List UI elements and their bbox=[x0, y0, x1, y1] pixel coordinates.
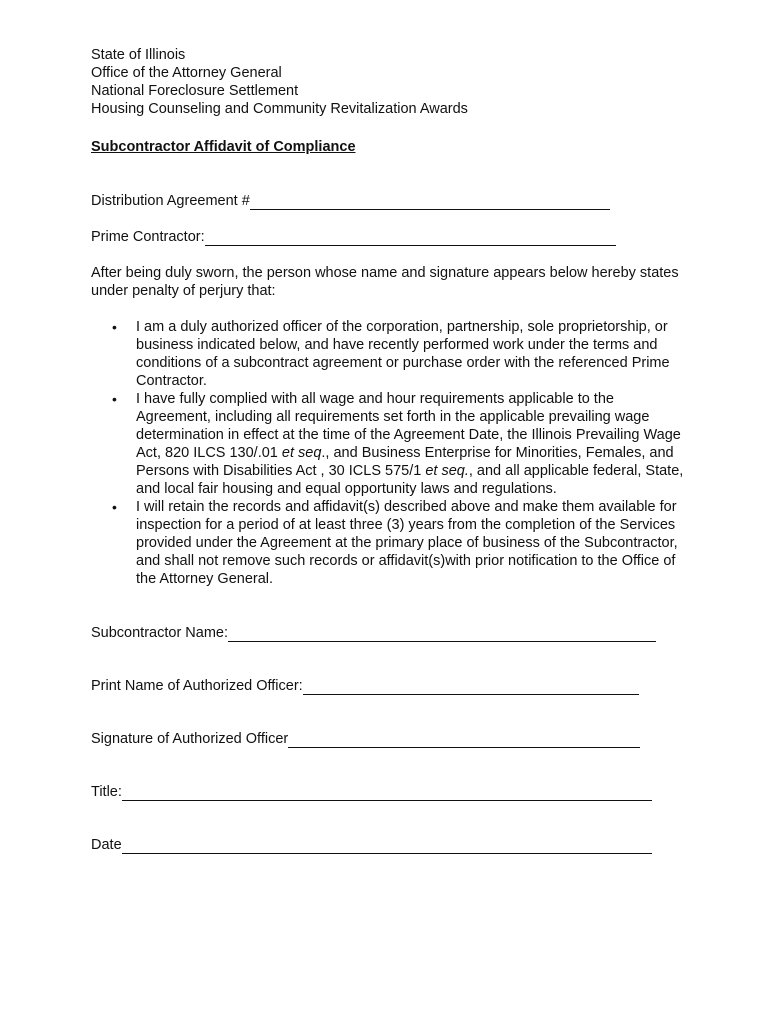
date-input-line[interactable] bbox=[122, 839, 652, 854]
header-line-4: Housing Counseling and Community Revitalization Awards bbox=[91, 101, 468, 117]
statement-2-text-b: ., and Business Enterprise for Minorities, Females, and Persons with Disabilities Act , 30 ICLS 575/1 bbox=[136, 445, 674, 479]
subcontractor-name-field bbox=[91, 624, 691, 642]
intro-paragraph: After being duly sworn, the person whose name and signature appears below hereby states under penalty of perjury that: bbox=[91, 265, 679, 299]
signature-field bbox=[91, 730, 691, 748]
header-line-3: National Foreclosure Settlement bbox=[91, 83, 299, 99]
list-item bbox=[112, 390, 686, 498]
subcontractor-name-input-line[interactable] bbox=[228, 627, 656, 642]
print-name-label: Print Name of Authorized Officer: bbox=[91, 678, 303, 694]
bullet-icon: • bbox=[112, 391, 117, 407]
affidavit-page bbox=[91, 46, 691, 854]
bullet-icon: • bbox=[112, 319, 117, 335]
statement-2-text-a: I have fully complied with all wage and hour requirements applicable to the Agreement, including all requirements set forth in the applicable prevailing wage determination in effect at the time of the Agreement Date, the Illinois Prevailing Wage Act, 820 ILCS 130/.01 bbox=[136, 391, 681, 461]
title-input-line[interactable] bbox=[122, 786, 652, 801]
signature-label: Signature of Authorized Officer bbox=[91, 731, 289, 747]
statement-2-et-seq-1: et seq bbox=[281, 445, 322, 461]
prime-contractor-label: Prime Contractor: bbox=[91, 229, 205, 245]
statement-3-text: I will retain the records and affidavit(s) described above and make them available for inspection for a period of at least three (3) years from the completion of the Services provided under the Agreement at the primary place of business of the Subcontractor, and shall not remove such records or affidavit(s)with prior notification to the Office of the Attorney General. bbox=[136, 499, 678, 587]
document-title: Subcontractor Affidavit of Compliance bbox=[91, 139, 356, 155]
header-line-1: State of Illinois bbox=[91, 47, 186, 63]
signature-input-line[interactable] bbox=[288, 733, 640, 748]
list-item bbox=[112, 498, 686, 588]
subcontractor-name-label: Subcontractor Name: bbox=[91, 625, 229, 641]
statement-list bbox=[91, 318, 691, 588]
distribution-agreement-input-line[interactable] bbox=[250, 195, 610, 210]
print-name-input-line[interactable] bbox=[303, 680, 639, 695]
statement-2-text-c: , and all applicable federal, State, and local fair housing and equal opportunity laws and regulations. bbox=[136, 463, 684, 497]
date-label: Date bbox=[91, 837, 122, 853]
header-block bbox=[91, 46, 691, 118]
distribution-agreement-field bbox=[91, 192, 691, 210]
statement-1-text: I am a duly authorized officer of the corporation, partnership, sole proprietorship, or business indicated below, and have recently performed work under the terms and conditions of a subcontract agreement or purchase order with the referenced Prime Contractor. bbox=[136, 319, 670, 389]
prime-contractor-field bbox=[91, 228, 691, 246]
distribution-agreement-label: Distribution Agreement # bbox=[91, 193, 250, 209]
title-field bbox=[91, 783, 691, 801]
print-name-field bbox=[91, 677, 691, 695]
header-line-2: Office of the Attorney General bbox=[91, 65, 282, 81]
date-field bbox=[91, 836, 691, 854]
list-item bbox=[112, 318, 686, 390]
bullet-icon: • bbox=[112, 499, 117, 515]
title-label: Title: bbox=[91, 784, 122, 800]
prime-contractor-input-line[interactable] bbox=[205, 231, 616, 246]
statement-2-et-seq-2: et seq. bbox=[425, 463, 469, 479]
